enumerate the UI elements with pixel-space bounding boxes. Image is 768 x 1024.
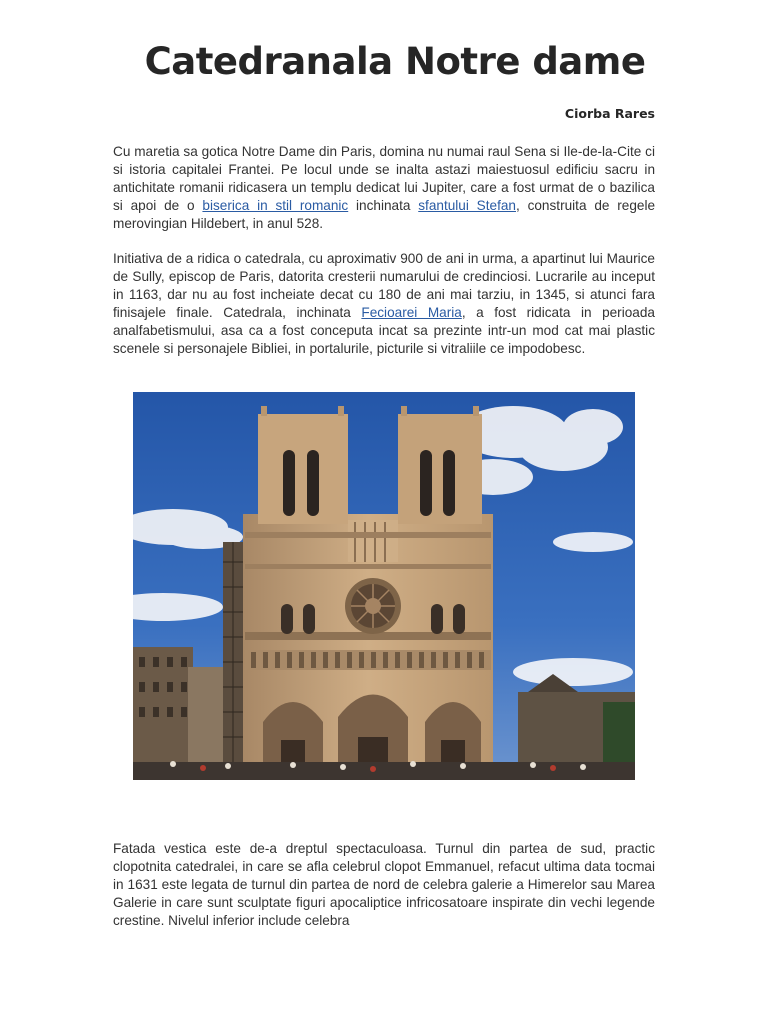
cathedral-photo [133, 392, 635, 780]
paragraph-text: Initiativa de a ridica o catedrala, cu aproximativ 900 de ani in urma, a apartinut lui Maurice de Sully, episcop de Paris, datorita cresterii numarului de credinciosi. Lucrarile au inceput in 1163, dar nu au fost incheiate decat cu 180 de ani mai tarziu, in 1345, si atunci fara finisajele finale. Catedrala, inchinata [113, 251, 655, 320]
link-biserica-romanic[interactable]: biserica in stil romanic [202, 197, 349, 213]
paragraph-text: , a fost ridicata in perioada analfabetismului, asa ca a fost conceputa incat sa prezinte intr-un mod cat mai plastic scenele si personajele Bibliei, in portalurile, picturile si vitraliile ce impodobesc. [113, 304, 655, 356]
paragraph-text: inchinata [348, 197, 419, 213]
paragraph-text: , construita de regele merovingian Hildebert, in anul 528. [113, 197, 656, 231]
paragraph-history [113, 250, 655, 357]
link-fecioarei-maria[interactable]: Fecioarei Maria [361, 304, 462, 320]
link-sfantului-stefan[interactable]: sfantului Stefan [418, 197, 516, 213]
paragraph-facade: Fatada vestica este de-a dreptul spectaculoasa. Turnul din partea de sud, practic clopotnita catedralei, in care se afla celebrul clopot Emmanuel, refacut ultima data tocmai in 1631 este legata de turnul din partea de nord de celebra galerie a Himerelor sau Marea Galerie in care sunt sculptate figuri apocaliptice infricosatoare inspirate din vechi legende crestine. Nivelul inferior include celebra [113, 841, 655, 928]
author-name: Ciorba Rares [564, 106, 655, 121]
page-title: Catedranala Notre dame [144, 40, 646, 83]
paragraph-intro [113, 143, 655, 233]
paragraph-text: Cu maretia sa gotica Notre Dame din Paris, domina nu numai raul Sena si Ile-de-la-Cite ci si istoria capitalei Frantei. Pe locul unde se inalta astazi maiestuosul edificiu sacru in antichitate romanii ridicasera un templu dedicat lui Jupiter, care a fost urmat de o bazilica si apoi de o [113, 144, 655, 213]
